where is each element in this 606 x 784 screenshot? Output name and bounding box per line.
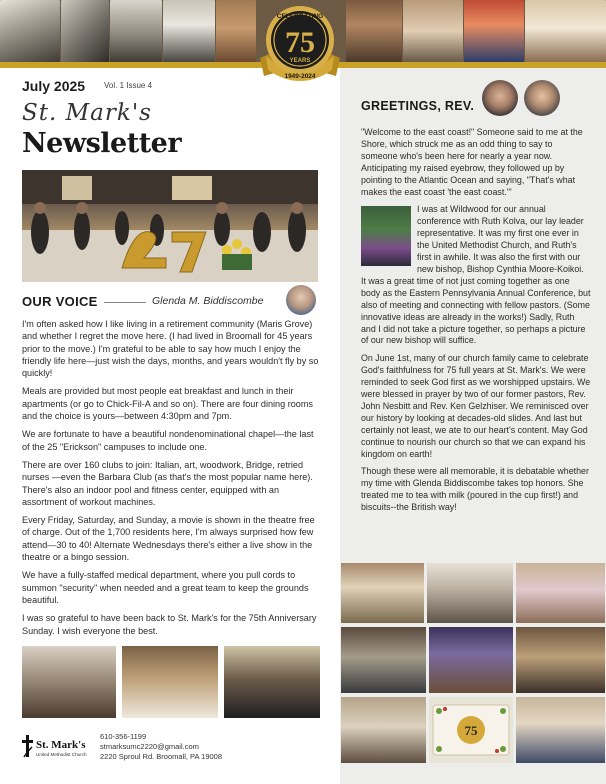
svg-text:St. Mark's: St. Mark's xyxy=(36,739,86,751)
svg-text:1949-2024: 1949-2024 xyxy=(284,73,316,80)
banner-photo-building xyxy=(110,0,162,62)
banner-photo-family xyxy=(403,0,463,62)
our-voice-paragraph: We have a fully-staffed medical department, where you pull cords to summon "security" when needed and a great team to keep the grounds beautiful. xyxy=(22,570,309,605)
greetings-paragraph: On June 1st, many of our church family came to celebrate God's faithfulness for 75 full years at St. Mark's. We were reminded to seek God first as we worshipped upstairs. We were blessed in prayer by two of our former pastors, Rev. John Nesbitt and Rev. Ken Gelzhiser. We reminisced over our history by looking at decades-old slides. And last but certainly not least, we ate to our heart's content. May God continue to nourish our church so that we can expand his kingdom on earth! xyxy=(361,353,591,459)
issue-volume: Vol. 1 Issue 4 xyxy=(104,81,153,90)
our-voice-paragraph: Meals are provided but most people eat breakfast and lunch in their apartments (or go to Chick-Fil-A and so on). There are four dining rooms and the choice is yours—between 4:30pm and 7pm. xyxy=(22,386,313,422)
greetings-paragraph: I was at Wildwood for our annual conference with Ruth Kolva, our lay leader representative. It was my first one ever in the United Methodist Church, and Ruth's first in awhile. It was also the first with our new bishop, Bishop Cynthia Moore-Koikoi. It was a great time of not just coming together as one body as the Eastern Pennsylvania Annual Conference, but also of meeting and connecting with fellow pastors. (Some innovative ideas are already in the works!) Sadly, Ruth and I did not take a picture together, so perhaps a picture of our new bishop will suffice. xyxy=(361,204,591,346)
photo-pastors-anniversary xyxy=(224,646,320,718)
our-voice-paragraph: Every Friday, Saturday, and Sunday, a movie is shown in the theatre free of charge. Out of the 1,700 residents here, I'm always surprised how few attend—30 to 40! Alternate Wednesdays there's either a live show in the theatre or a bingo session. xyxy=(22,515,315,563)
church-logo xyxy=(22,732,98,765)
pastor-avatar-2 xyxy=(524,80,560,116)
photo-members-table xyxy=(516,697,605,763)
banner-photo-congregation xyxy=(346,0,402,62)
svg-text:75: 75 xyxy=(285,26,315,59)
issue-date: July 2025 xyxy=(22,78,86,94)
our-voice-paragraph: We are fortunate to have a beautiful nondenominational chapel—the last of the 25 "Erickson" campuses to include one. xyxy=(22,429,314,452)
greetings-heading: GREETINGS, REV. xyxy=(361,99,475,113)
our-voice-paragraph: I was so grateful to have been back to St. Mark's for the 75th Anniversary Sunday. I wish everyone the best. xyxy=(22,613,317,636)
svg-text:75: 75 xyxy=(464,723,478,738)
photo-speaker-podium xyxy=(341,627,426,693)
author-avatar xyxy=(286,285,316,315)
photo-kitchen-helpers xyxy=(341,697,426,763)
masthead-script-title: St. Mark's xyxy=(22,100,152,126)
anniversary-badge xyxy=(252,0,348,88)
photo-anniversary-cake xyxy=(429,697,513,763)
church-phone: 610-356-1199 xyxy=(100,732,147,741)
banner-photo-members xyxy=(525,0,606,62)
church-contact-info xyxy=(100,732,222,761)
photo-cake-serving xyxy=(122,646,218,718)
pastor-avatar xyxy=(482,80,518,116)
masthead-title: Newsletter xyxy=(22,128,182,159)
our-voice-heading: OUR VOICE xyxy=(22,294,98,309)
photo-flowers-group xyxy=(341,563,424,623)
banner-photo-church xyxy=(0,0,60,62)
photo-slideshow xyxy=(516,627,605,693)
bishop-photo xyxy=(361,206,411,266)
heading-rule xyxy=(104,302,146,303)
our-voice-paragraph: I'm often asked how I like living in a retirement community (Maris Grove) and whether I regret the move here. (I had lived in Broomall for 45 years prior to the move.) I'm grateful to be able to say how much I enjoy the friendly life here—just wish the days, months, and years wouldn't fly by so quickly! xyxy=(22,319,319,379)
banner-photo-aerial xyxy=(61,0,109,62)
photo-child-reading xyxy=(516,563,605,623)
greetings-paragraph: Though these were all memorable, it is debatable whether my time with Glenda Biddiscombe takes top honors. She treated me to tea with milk (poured in the cup first!) and biscuits--the British way! xyxy=(361,466,589,513)
anniversary-celebration-photo xyxy=(22,170,318,282)
svg-text:YEARS: YEARS xyxy=(289,58,311,64)
church-address: 2220 Sproul Rd. Broomall, PA 19008 xyxy=(100,751,223,761)
banner-photo-group xyxy=(216,0,256,62)
svg-text:United Methodist Church: United Methodist Church xyxy=(36,752,87,757)
greetings-article xyxy=(361,127,591,520)
photo-lunch-table xyxy=(22,646,116,718)
banner-photo-youth xyxy=(464,0,524,62)
our-voice-author: Glenda M. Biddiscombe xyxy=(152,295,264,307)
photo-sanctuary xyxy=(429,627,513,693)
banner-photo-choir xyxy=(163,0,215,62)
our-voice-article xyxy=(22,318,320,643)
our-voice-paragraph: There are over 160 clubs to join: Italian, art, woodwork, Bridge, retried nurses —even the Barbara Club (as that's the most popular name here). There's also an indoor pool and fitness center, equipped with an assortment of workout machines. xyxy=(22,459,313,507)
church-email[interactable]: stmarksumc2220@gmail.com xyxy=(100,741,199,751)
photo-fridge-kitchen xyxy=(427,563,513,623)
svg-text:CELEBRATING: CELEBRATING xyxy=(276,13,324,20)
greetings-paragraph: "Welcome to the east coast!" Someone said to me at the Shore, which struck me as an odd thing to say to someone who's been here for nearly a year now. Anticipating my raised eyebrow, they followed up by pointing to the Atlantic Ocean and saying, "That's what makes the east coast 'the east coast.'" xyxy=(361,127,583,197)
anniversary-badge-graphic xyxy=(252,0,348,88)
